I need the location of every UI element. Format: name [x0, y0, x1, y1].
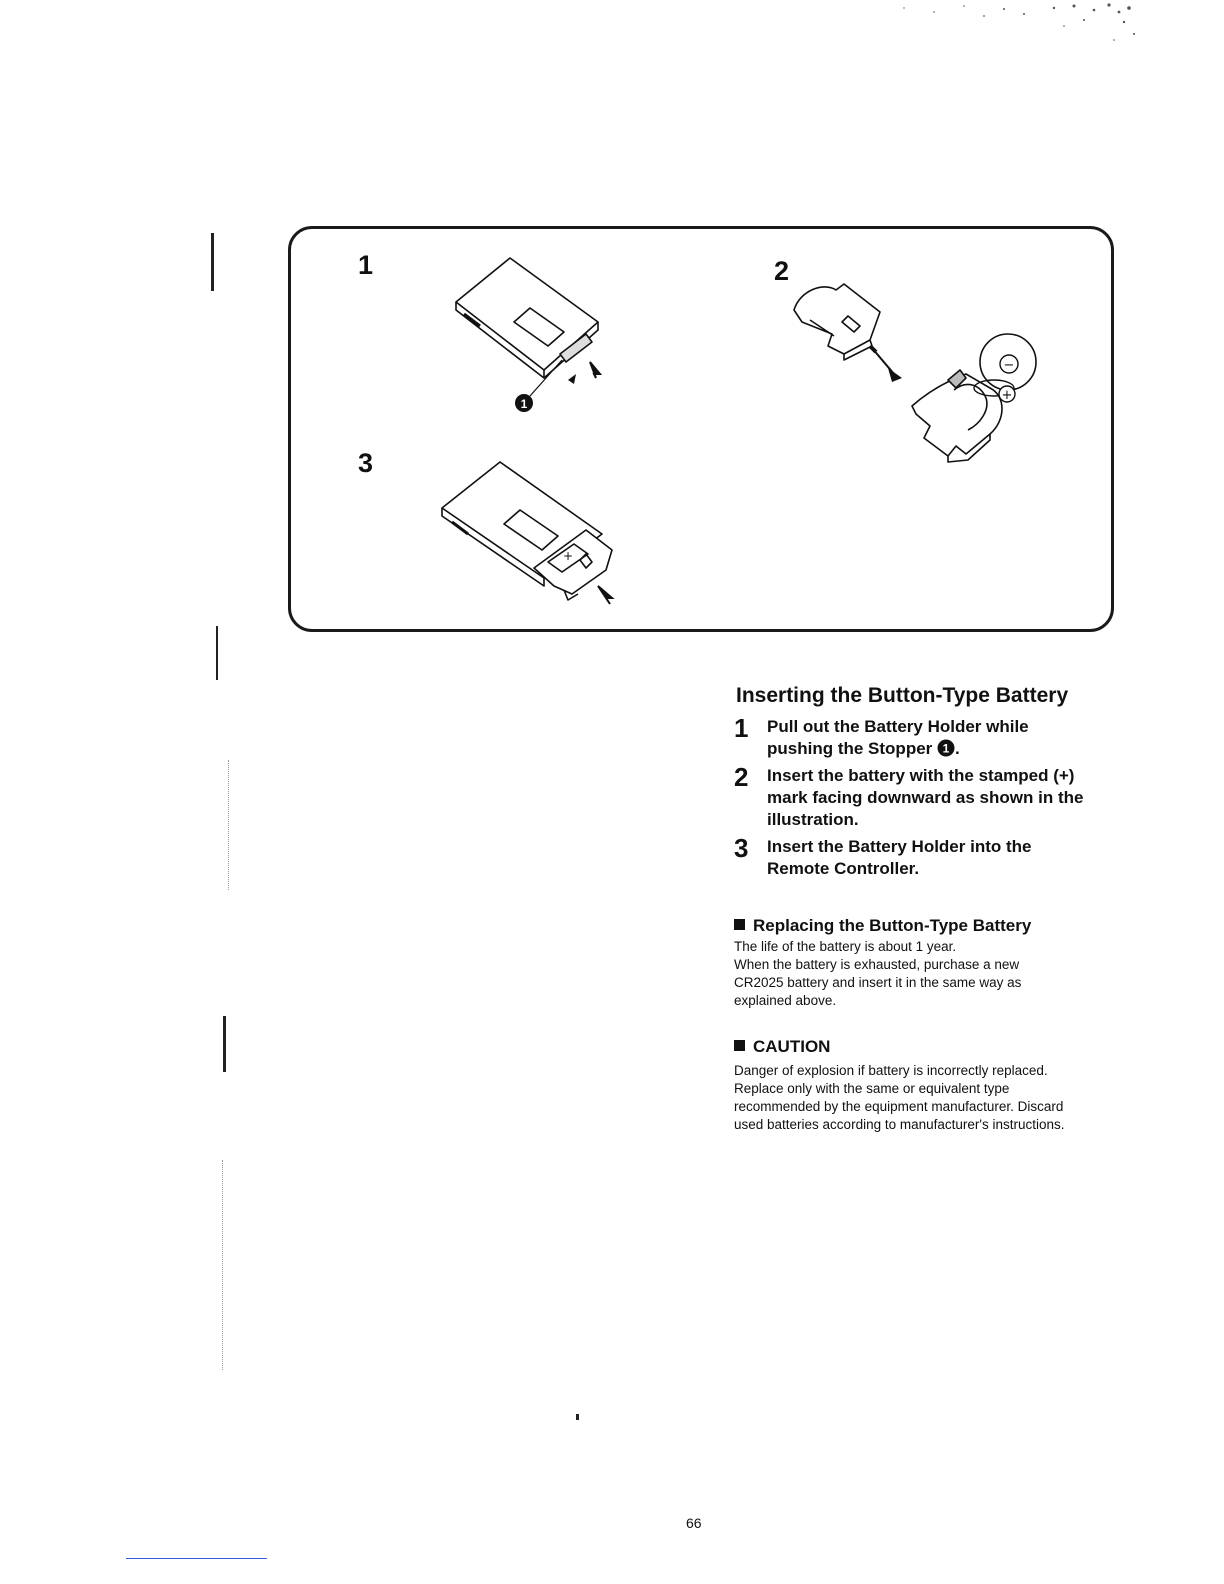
scan-mark	[216, 626, 218, 680]
body-line: Danger of explosion if battery is incorrectly replaced.	[734, 1063, 1048, 1078]
scan-mark	[211, 233, 214, 291]
illustration-step-2-label: 2	[774, 256, 790, 286]
body-line: The life of the battery is about 1 year.	[734, 939, 957, 954]
body-line: When the battery is exhausted, purchase a new	[734, 957, 1020, 972]
body-line: Replace only with the same or equivalent type	[734, 1081, 1010, 1096]
remote-controller-illustration-3	[436, 458, 626, 608]
footer-rule	[126, 1558, 267, 1559]
body-line: used batteries according to manufacturer's instructions.	[734, 1117, 1065, 1132]
section-title: Inserting the Button-Type Battery	[736, 684, 1069, 707]
step-text-line: mark facing downward as shown in the	[767, 788, 1084, 807]
step-text-line: illustration.	[767, 810, 859, 829]
scan-noise	[724, 0, 1144, 60]
square-bullet-icon	[734, 919, 745, 930]
remote-controller-illustration-1	[440, 250, 620, 420]
scan-mark	[228, 760, 229, 890]
step-text-line: Insert the Battery Holder into the	[767, 837, 1032, 856]
svg-text:1: 1	[942, 741, 950, 756]
square-bullet-icon	[734, 1040, 745, 1051]
step-text-line: Remote Controller.	[767, 859, 920, 878]
battery-holder-illustration-2	[780, 270, 1050, 470]
stopper-callout-icon	[937, 739, 955, 757]
body-line: recommended by the equipment manufacturer. Discard	[734, 1099, 1064, 1114]
body-line: CR2025 battery and insert it in the same way as	[734, 975, 1022, 990]
caution-heading: CAUTION	[734, 1037, 830, 1057]
svg-text:+: +	[562, 549, 574, 563]
svg-text:+: +	[1001, 388, 1013, 403]
step-number: 1	[734, 713, 749, 743]
scan-mark	[223, 1016, 226, 1072]
step-text-line: pushing the Stopper 1 .	[767, 739, 960, 758]
step-text-line: Pull out the Battery Holder while	[767, 717, 1029, 736]
illustration-step-1-label: 1	[358, 250, 374, 280]
step-text-line: Insert the battery with the stamped (+)	[767, 766, 1075, 785]
instruction-steps	[734, 713, 1124, 885]
instruction-step	[734, 762, 1124, 831]
page-number: 66	[686, 1515, 702, 1531]
replacing-body	[734, 938, 1114, 1010]
scan-mark	[222, 1160, 223, 1370]
body-line: explained above.	[734, 993, 837, 1008]
svg-text:1: 1	[520, 397, 528, 411]
caution-body	[734, 1062, 1114, 1134]
instruction-step	[734, 713, 1124, 760]
replacing-heading: Replacing the Button-Type Battery	[734, 916, 1031, 936]
step-number: 3	[734, 833, 749, 863]
illustration-step-3-label: 3	[358, 448, 374, 478]
instruction-step	[734, 833, 1124, 880]
scan-speck	[576, 1414, 579, 1420]
step-number: 2	[734, 762, 749, 792]
svg-text:−: −	[1003, 358, 1015, 373]
